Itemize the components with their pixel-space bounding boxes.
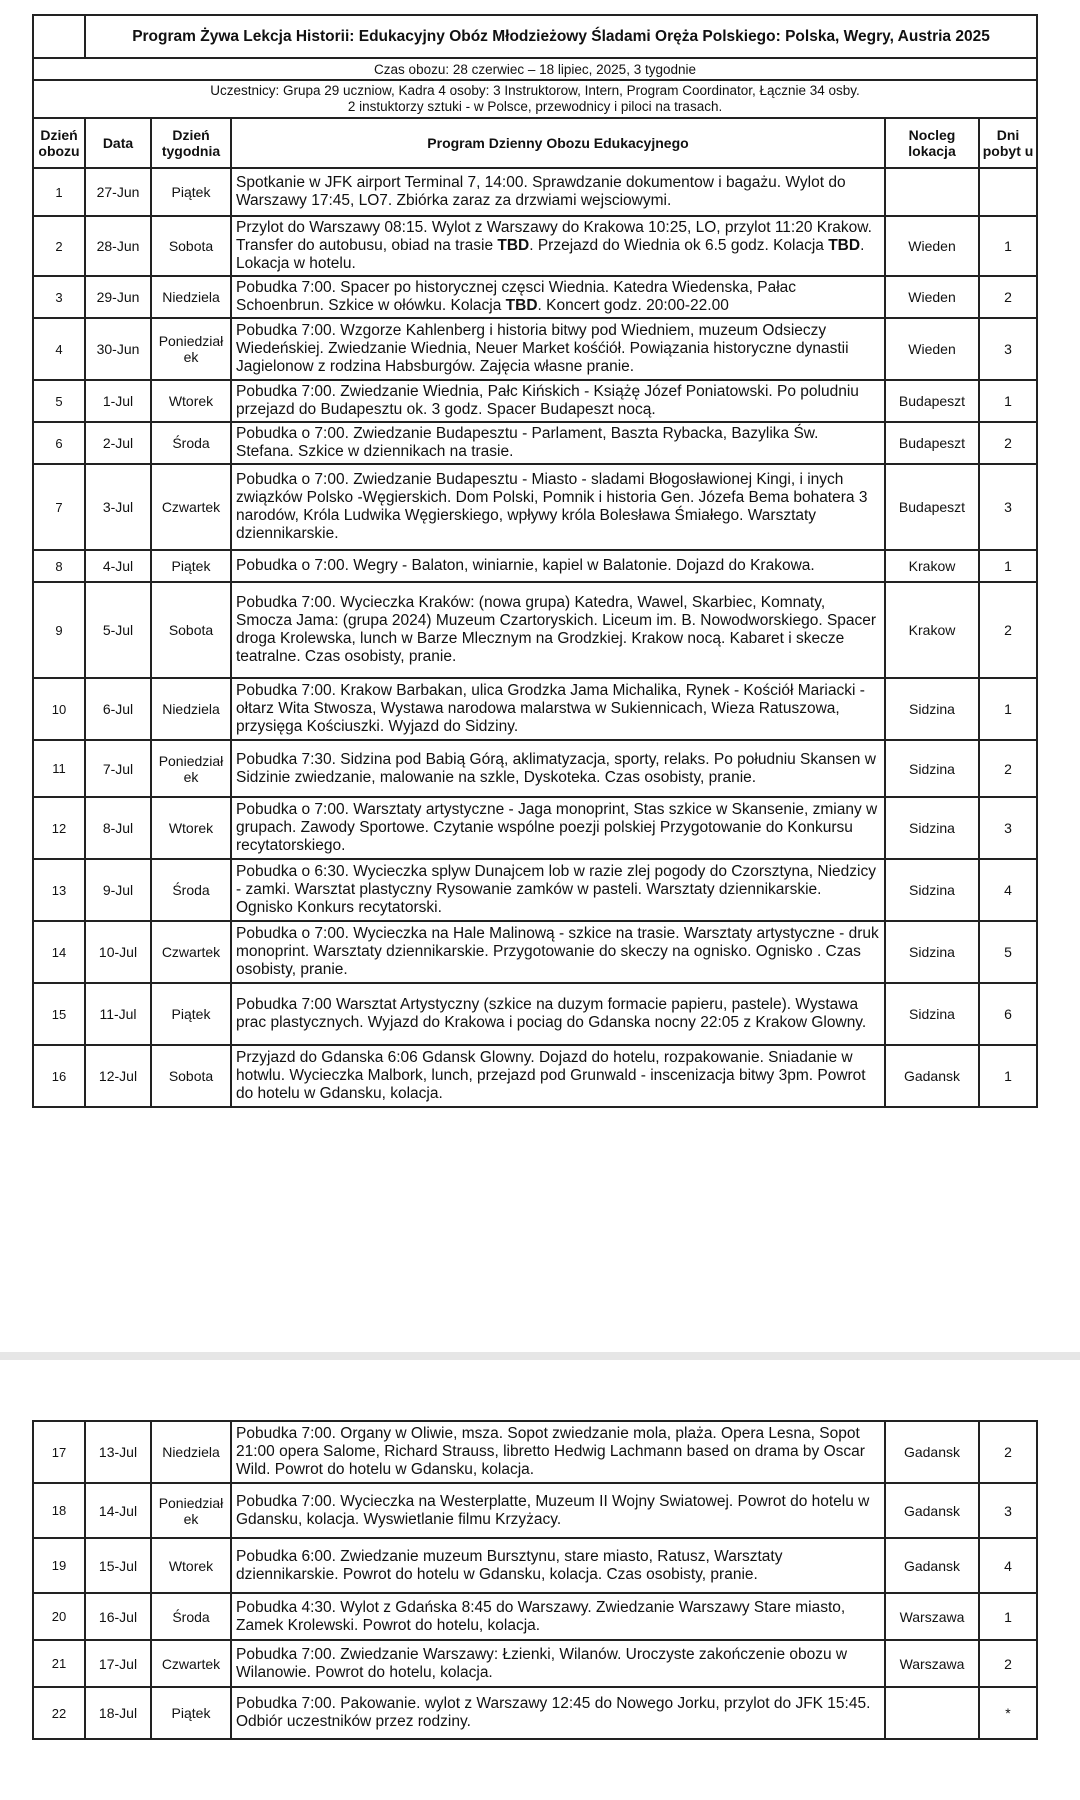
program-cell: Pobudka o 6:30. Wycieczka splyw Dunajcem lob w razie zlej pogody do Czorsztyna, Niedzicy - zamki. Warsztat plastyczny Rysowanie zamków w pasteli. Warsztaty dziennikarskie. Ognisko Konkurs recytatorski.: [231, 859, 885, 921]
program-cell: Pobudka 7:30. Sidzina pod Babią Górą, aklimatyzacja, sporty, relaks. Po południu Skansen w Sidzinie zwiedzanie, malowanie na szkle, Dyskoteka. Czas osobisty, pranie.: [231, 740, 885, 797]
date-cell: 1-Jul: [85, 380, 151, 422]
weekday-cell: Czwartek: [151, 1640, 231, 1687]
weekday-cell: Wtorek: [151, 1538, 231, 1593]
day-number: 21: [33, 1640, 85, 1687]
stay-cell: 2: [979, 1421, 1037, 1483]
col-header-stay: Dni pobyt u: [979, 118, 1037, 168]
lodging-cell: Sidzina: [885, 859, 979, 921]
table-row: [33, 168, 1037, 216]
program-cell: Pobudka 7:00. Zwiedzanie Wiednia, Pałc Kińskich - Książę Józef Poniatowski. Po poludniu przejazd do Budapesztu ok. 3 godz. Spacer Budapeszt nocą.: [231, 380, 885, 422]
stay-cell: 1: [979, 678, 1037, 740]
table-row: [33, 318, 1037, 380]
stay-cell: 2: [979, 740, 1037, 797]
program-cell: Pobudka o 7:00. Wycieczka na Hale Malinową - szkice na trasie. Warsztaty artystyczne - druk monoprint. Warsztaty dziennikarskie. Przygotowanie do skeczy na ognisko. Ognisko . Czas osobisty, pranie.: [231, 921, 885, 983]
weekday-cell: Środa: [151, 1593, 231, 1640]
stay-cell: 1: [979, 216, 1037, 276]
program-cell: Pobudka o 7:00. Zwiedzanie Budapesztu - Parlament, Baszta Rybacka, Bazylika Św. Stefana. Szkice w dziennikach na trasie.: [231, 422, 885, 464]
stay-cell: 3: [979, 318, 1037, 380]
weekday-cell: Poniedział ek: [151, 1483, 231, 1538]
stay-cell: 1: [979, 1593, 1037, 1640]
day-number: 15: [33, 983, 85, 1045]
stay-cell: 3: [979, 797, 1037, 859]
weekday-cell: Sobota: [151, 582, 231, 678]
program-cell: Pobudka 7:00. Wycieczka na Westerplatte, Muzeum II Wojny Swiatowej. Powrot do hotelu w Gdansku, kolacja. Wyswietlanie filmu Krzyżacy.: [231, 1483, 885, 1538]
day-number: 3: [33, 276, 85, 318]
col-header-lodging: Nocleg lokacja: [885, 118, 979, 168]
stay-cell: 2: [979, 276, 1037, 318]
program-cell: Przyjazd do Gdanska 6:06 Gdansk Glowny. Dojazd do hotelu, rozpakowanie. Sniadanie w hotwlu. Wycieczka Malbork, lunch, przejazd pod Grunwald - inscenizacja bitwy 3pm. Powrot do hotelu w Gdansku, kolacja.: [231, 1045, 885, 1107]
date-cell: 2-Jul: [85, 422, 151, 464]
weekday-cell: Wtorek: [151, 380, 231, 422]
lodging-cell: Sidzina: [885, 740, 979, 797]
day-number: 16: [33, 1045, 85, 1107]
table-row: [33, 797, 1037, 859]
lodging-cell: Wieden: [885, 318, 979, 380]
schedule-table-page-2: [32, 1420, 1038, 1740]
table-row: [33, 216, 1037, 276]
lodging-cell: [885, 168, 979, 216]
stay-cell: 2: [979, 582, 1037, 678]
day-number: 5: [33, 380, 85, 422]
program-cell: Przylot do Warszawy 08:15. Wylot z Warszawy do Krakowa 10:25, LO, przylot 11:20 Krakow. Transfer do autobusu, obiad na trasie TBD. Przejazd do Wiednia ok 6.5 godz. Kolacja TBD. Lokacja w hotelu.: [231, 216, 885, 276]
date-cell: 13-Jul: [85, 1421, 151, 1483]
day-number: 1: [33, 168, 85, 216]
table-row: [33, 678, 1037, 740]
weekday-cell: Piątek: [151, 168, 231, 216]
table-row: [33, 983, 1037, 1045]
table-row: [33, 380, 1037, 422]
schedule-rows: [33, 1421, 1037, 1739]
table-row: [33, 1421, 1037, 1483]
day-number: 20: [33, 1593, 85, 1640]
day-number: 2: [33, 216, 85, 276]
day-number: 13: [33, 859, 85, 921]
stay-cell: 4: [979, 1538, 1037, 1593]
date-cell: 28-Jun: [85, 216, 151, 276]
table-row: [33, 422, 1037, 464]
schedule-table-page-1: [32, 14, 1038, 1108]
col-header-weekday: Dzień tygodnia: [151, 118, 231, 168]
lodging-cell: Krakow: [885, 550, 979, 582]
lodging-cell: Warszawa: [885, 1593, 979, 1640]
program-cell: Pobudka 7:00. Wzgorze Kahlenberg i historia bitwy pod Wiedniem, muzeum Odsieczy Wiedeńskiej. Zwiedzanie Wiednia, Neuer Market kośćiół. Powiązania historyczne dynastii Jagielonow z rodzina Habsburgów. Zajęcia własne pranie.: [231, 318, 885, 380]
day-number: 12: [33, 797, 85, 859]
program-cell: Pobudka 4:30. Wylot z Gdańska 8:45 do Warszawy. Zwiedzanie Warszawy Stare miasto, Zamek Krolewski. Powrot do hotelu, kolacja.: [231, 1593, 885, 1640]
weekday-cell: Poniedział ek: [151, 740, 231, 797]
weekday-cell: Niedziela: [151, 276, 231, 318]
lodging-cell: Sidzina: [885, 921, 979, 983]
date-cell: 18-Jul: [85, 1687, 151, 1739]
program-cell: Pobudka o 7:00. Zwiedzanie Budapesztu - Miasto - sladami Błogosławionej Kingi, i inych związków Polsko -Węgierskich. Dom Polski, Pomnik i historia Gen. Józefa Bema bohatera 3 narodów, Króla Ludwika Węgierskiego, wpływy króla Bolesława Śmiałego. Warsztaty dziennikarskie.: [231, 464, 885, 550]
program-cell: Pobudka 7:00. Zwiedzanie Warszawy: Łzienki, Wilanów. Uroczyste zakończenie obozu w Wilanowie. Powrot do hotelu, kolacja.: [231, 1640, 885, 1687]
lodging-cell: Budapeszt: [885, 464, 979, 550]
program-cell: Pobudka 7:00. Pakowanie. wylot z Warszawy 12:45 do Nowego Jorku, przylot do JFK 15:45. Odbiór uczestników przez rodziny.: [231, 1687, 885, 1739]
date-cell: 30-Jun: [85, 318, 151, 380]
stay-cell: 4: [979, 859, 1037, 921]
table-row: [33, 1593, 1037, 1640]
lodging-cell: Budapeszt: [885, 422, 979, 464]
lodging-cell: Budapeszt: [885, 380, 979, 422]
stay-cell: 5: [979, 921, 1037, 983]
lodging-cell: Gadansk: [885, 1421, 979, 1483]
table-row: [33, 550, 1037, 582]
table-row: [33, 276, 1037, 318]
table-row: [33, 1045, 1037, 1107]
lodging-cell: Warszawa: [885, 1640, 979, 1687]
date-cell: 14-Jul: [85, 1483, 151, 1538]
day-number: 18: [33, 1483, 85, 1538]
program-cell: Pobudka 7:00. Spacer po historycznej częsci Wiednia. Katedra Wiedenska, Pałac Schoenbrun. Szkice w ołówku. Kolacja TBD. Koncert godz. 20:00-22.00: [231, 276, 885, 318]
program-cell: Pobudka 7:00. Krakow Barbakan, ulica Grodzka Jama Michalika, Rynek - Kościół Mariacki - ołtarz Wita Stwosza, Wystawa narodowa malarstwa w Sukiennicach, Wieza Ratuszowa, przysięga Kościuszki. Wyjazd do Sidziny.: [231, 678, 885, 740]
day-number: 9: [33, 582, 85, 678]
lodging-cell: Gadansk: [885, 1483, 979, 1538]
program-cell: Pobudka 7:00. Wycieczka Kraków: (nowa grupa) Katedra, Wawel, Skarbiec, Komnaty, Smocza Jama: (grupa 2024) Muzeum Czartoryskich. Liceum im. B. Nowodworskiego. Spacer droga Krolewska, lunch w Barze Mlecznym na Grodzkiej. Krakow nocą. Kabaret i skecze teatralne. Czas osobisty, pranie.: [231, 582, 885, 678]
program-cell: Pobudka o 7:00. Wegry - Balaton, winiarnie, kapiel w Balatonie. Dojazd do Krakowa.: [231, 550, 885, 582]
document-title: Program Żywa Lekcja Historii: Edukacyjny Obóz Młodzieżowy Śladami Oręża Polskiego: Polska, Wegry, Austria 2025: [85, 15, 1037, 58]
stay-cell: 1: [979, 1045, 1037, 1107]
lodging-cell: Krakow: [885, 582, 979, 678]
table-row: [33, 1538, 1037, 1593]
date-cell: 12-Jul: [85, 1045, 151, 1107]
corner-cell: [33, 15, 85, 58]
weekday-cell: Czwartek: [151, 921, 231, 983]
table-row: [33, 1687, 1037, 1739]
date-cell: 16-Jul: [85, 1593, 151, 1640]
stay-cell: 6: [979, 983, 1037, 1045]
lodging-cell: Sidzina: [885, 983, 979, 1045]
weekday-cell: Niedziela: [151, 678, 231, 740]
table-row: [33, 740, 1037, 797]
table-row: [33, 1640, 1037, 1687]
participants-line-1: Uczestnicy: Grupa 29 uczniow, Kadra 4 osoby: 3 Instruktorow, Intern, Program Coordinator, Łącznie 34 osby.: [210, 83, 860, 98]
stay-cell: 3: [979, 1483, 1037, 1538]
col-header-program: Program Dzienny Obozu Edukacyjnego: [231, 118, 885, 168]
schedule-rows: [33, 168, 1037, 1107]
weekday-cell: Środa: [151, 859, 231, 921]
day-number: 6: [33, 422, 85, 464]
weekday-cell: Niedziela: [151, 1421, 231, 1483]
page-separator: [0, 1352, 1080, 1360]
date-cell: 3-Jul: [85, 464, 151, 550]
participants-line-2: 2 instuktorzy sztuki - w Polsce, przewodnicy i piloci na trasach.: [347, 99, 723, 114]
date-cell: 6-Jul: [85, 678, 151, 740]
program-cell: Pobudka 7:00. Organy w Oliwie, msza. Sopot zwiedzanie mola, plaża. Opera Lesna, Sopot 21:00 opera Salome, Richard Strauss, libretto Hedwig Lachmann based on drama by Oscar Wild. Powrot do hotelu w Gdansku, kolacja.: [231, 1421, 885, 1483]
date-cell: 11-Jul: [85, 983, 151, 1045]
lodging-cell: Wieden: [885, 276, 979, 318]
date-cell: 5-Jul: [85, 582, 151, 678]
table-row: [33, 1483, 1037, 1538]
weekday-cell: Piątek: [151, 983, 231, 1045]
lodging-cell: Gadansk: [885, 1045, 979, 1107]
weekday-cell: Piątek: [151, 550, 231, 582]
day-number: 14: [33, 921, 85, 983]
stay-cell: 2: [979, 1640, 1037, 1687]
stay-cell: 2: [979, 422, 1037, 464]
col-header-day: Dzień obozu: [33, 118, 85, 168]
date-cell: 4-Jul: [85, 550, 151, 582]
weekday-cell: Piątek: [151, 1687, 231, 1739]
date-cell: 17-Jul: [85, 1640, 151, 1687]
day-number: 17: [33, 1421, 85, 1483]
lodging-cell: [885, 1687, 979, 1739]
table-row: [33, 859, 1037, 921]
stay-cell: [979, 168, 1037, 216]
camp-dates: Czas obozu: 28 czerwiec – 18 lipiec, 2025, 3 tygodnie: [33, 58, 1037, 80]
table-row: [33, 582, 1037, 678]
stay-cell: 1: [979, 380, 1037, 422]
day-number: 22: [33, 1687, 85, 1739]
lodging-cell: Sidzina: [885, 797, 979, 859]
lodging-cell: Wieden: [885, 216, 979, 276]
day-number: 4: [33, 318, 85, 380]
stay-cell: 3: [979, 464, 1037, 550]
day-number: 19: [33, 1538, 85, 1593]
program-cell: Spotkanie w JFK airport Terminal 7, 14:00. Sprawdzanie dokumentow i bagażu. Wylot do Warszawy 17:45, LO7. Zbiórka zaraz za drzwiami wejsciowymi.: [231, 168, 885, 216]
lodging-cell: Sidzina: [885, 678, 979, 740]
weekday-cell: Czwartek: [151, 464, 231, 550]
column-headers: [33, 118, 1037, 168]
table-row: [33, 921, 1037, 983]
stay-cell: 1: [979, 550, 1037, 582]
stay-cell: *: [979, 1687, 1037, 1739]
lodging-cell: Gadansk: [885, 1538, 979, 1593]
date-cell: 15-Jul: [85, 1538, 151, 1593]
day-number: 8: [33, 550, 85, 582]
table-row: [33, 464, 1037, 550]
program-cell: Pobudka 7:00 Warsztat Artystyczny (szkice na duzym formacie papieru, pastele). Wystawa prac plastycznych. Wyjazd do Krakowa i pociag do Gdanska nocny 22:05 z Krakow Glowny.: [231, 983, 885, 1045]
date-cell: 8-Jul: [85, 797, 151, 859]
day-number: 7: [33, 464, 85, 550]
program-cell: Pobudka o 7:00. Warsztaty artystyczne - Jaga monoprint, Stas szkice w Skansenie, zmiany w grupach. Zawody Sportowe. Czytanie wspólne poezji polskiej Przygotowanie do Konkursu recytatorskiego.: [231, 797, 885, 859]
date-cell: 9-Jul: [85, 859, 151, 921]
participants-info: [33, 80, 1037, 118]
weekday-cell: Środa: [151, 422, 231, 464]
day-number: 10: [33, 678, 85, 740]
date-cell: 29-Jun: [85, 276, 151, 318]
date-cell: 27-Jun: [85, 168, 151, 216]
weekday-cell: Sobota: [151, 216, 231, 276]
day-number: 11: [33, 740, 85, 797]
weekday-cell: Wtorek: [151, 797, 231, 859]
weekday-cell: Sobota: [151, 1045, 231, 1107]
weekday-cell: Poniedział ek: [151, 318, 231, 380]
date-cell: 10-Jul: [85, 921, 151, 983]
col-header-date: Data: [85, 118, 151, 168]
date-cell: 7-Jul: [85, 740, 151, 797]
program-cell: Pobudka 6:00. Zwiedzanie muzeum Bursztynu, stare miasto, Ratusz, Warsztaty dziennikarskie. Powrot do hotelu w Gdansku, kolacja. Czas osobisty, pranie.: [231, 1538, 885, 1593]
